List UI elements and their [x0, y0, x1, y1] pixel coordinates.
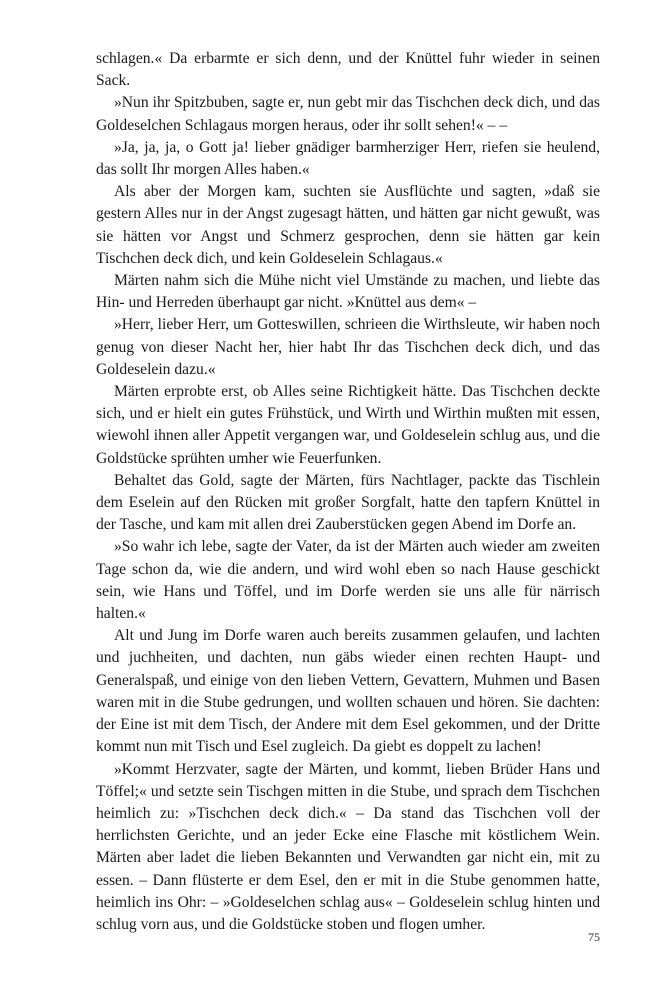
paragraph-1: schlagen.« Da erbarmte er sich denn, und der Knüttel fuhr wieder in seinen Sack. [96, 50, 600, 90]
paragraph-2: »Nun ihr Spitzbuben, sagte er, nun gebt mir das Tischchen deck dich, und das Goldeselchen Schlagaus morgen heraus, oder ihr sollt sehen!« – – [96, 94, 600, 134]
page-number: 75 [588, 930, 600, 944]
paragraph-8: Behaltet das Gold, sagte der Märten, fürs Nachtlager, packte das Tischlein dem Eselein auf den Rücken mit großer Sorgfalt, hatte den tapfern Knüttel in der Tasche, und kam mit allen drei Zauberstücken gegen Abend im Dorfe an. [96, 471, 600, 534]
paragraph-9: »So wahr ich lebe, sagte der Vater, da ist der Märten auch wieder am zweiten Tage schon da, wie die andern, und wird wohl eben so nach Hause geschickt sein, wie Hans und Töffel, und im Dorfe werden sie uns alle für närrisch halten.« [96, 538, 600, 623]
paragraph-11: »Kommt Herzvater, sagte der Märten, und kommt, lieben Brüder Hans und Töffel;« und setzte sein Tischgen mitten in die Stube, und sprach dem Tischchen heimlich zu: »Tischchen deck dich.« – Da stand das Tischchen voll der herrlichsten Gerichte, und an jeder Ecke eine Flasche mit köstlichem Wein. Märten aber ladet die lieben Bekannten und Verwandten gar nicht ein, mit zu essen. – Dann flüsterte er dem Esel, den er mit in die Stube genommen hatte, heimlich ins Ohr: – »Goldeselchen schlag aus« – Goldeselein schlug hinten und schlug vorn aus, und die Goldstücke stoben und flogen umher. [96, 760, 600, 933]
paragraph-5: Märten nahm sich die Mühe nicht viel Umstände zu machen, und liebte das Hin- und Herreden überhaupt gar nicht. »Knüttel aus dem« – [96, 272, 600, 312]
paragraph-4: Als aber der Morgen kam, suchten sie Ausflüchte und sagten, »daß sie gestern Alles nur in der Angst zugesagt hätten, und hätten gar nicht gewußt, was sie hätten vor Angst und Schmerz gesprochen, denn sie hätten gar kein Tischchen deck dich, und kein Goldeselein Schlagaus.« [96, 183, 600, 267]
page-body [96, 48, 600, 936]
paragraph-7: Märten erprobte erst, ob Alles seine Richtigkeit hätte. Das Tischchen deckte sich, und er hielt ein gutes Frühstück, und Wirth und Wirthin mußten mit essen, wiewohl ihnen aller Appetit vergangen war, und Goldeselein schlug aus, und die Goldstücke sprühten umher wie Feuerfunken. [96, 383, 600, 467]
paragraph-6: »Herr, lieber Herr, um Gotteswillen, schrieen die Wirthsleute, wir haben noch genug von dieser Nacht her, hier habt Ihr das Tischchen deck dich, und das Goldeselein dazu.« [96, 316, 600, 378]
paragraph-3: »Ja, ja, ja, o Gott ja! lieber gnädiger barmherziger Herr, riefen sie heulend, das sollt Ihr morgen Alles haben.« [96, 138, 600, 179]
paragraph-10: Alt und Jung im Dorfe waren auch bereits zusammen gelaufen, und lachten und juchheiten, und dachten, nun gäbs wieder einen rechten Haupt- und Generalspaß, und einige von den lieben Vettern, Gevattern, Muhmen und Basen waren mit in die Stube gedrungen, und wollten schauen und hören. Sie dachten: der Eine ist mit dem Tisch, der Andere mit dem Esel gekommen, und der Dritte kommt nun mit Tisch und Esel zugleich. Da giebt es doppelt zu lachen! [96, 627, 600, 756]
